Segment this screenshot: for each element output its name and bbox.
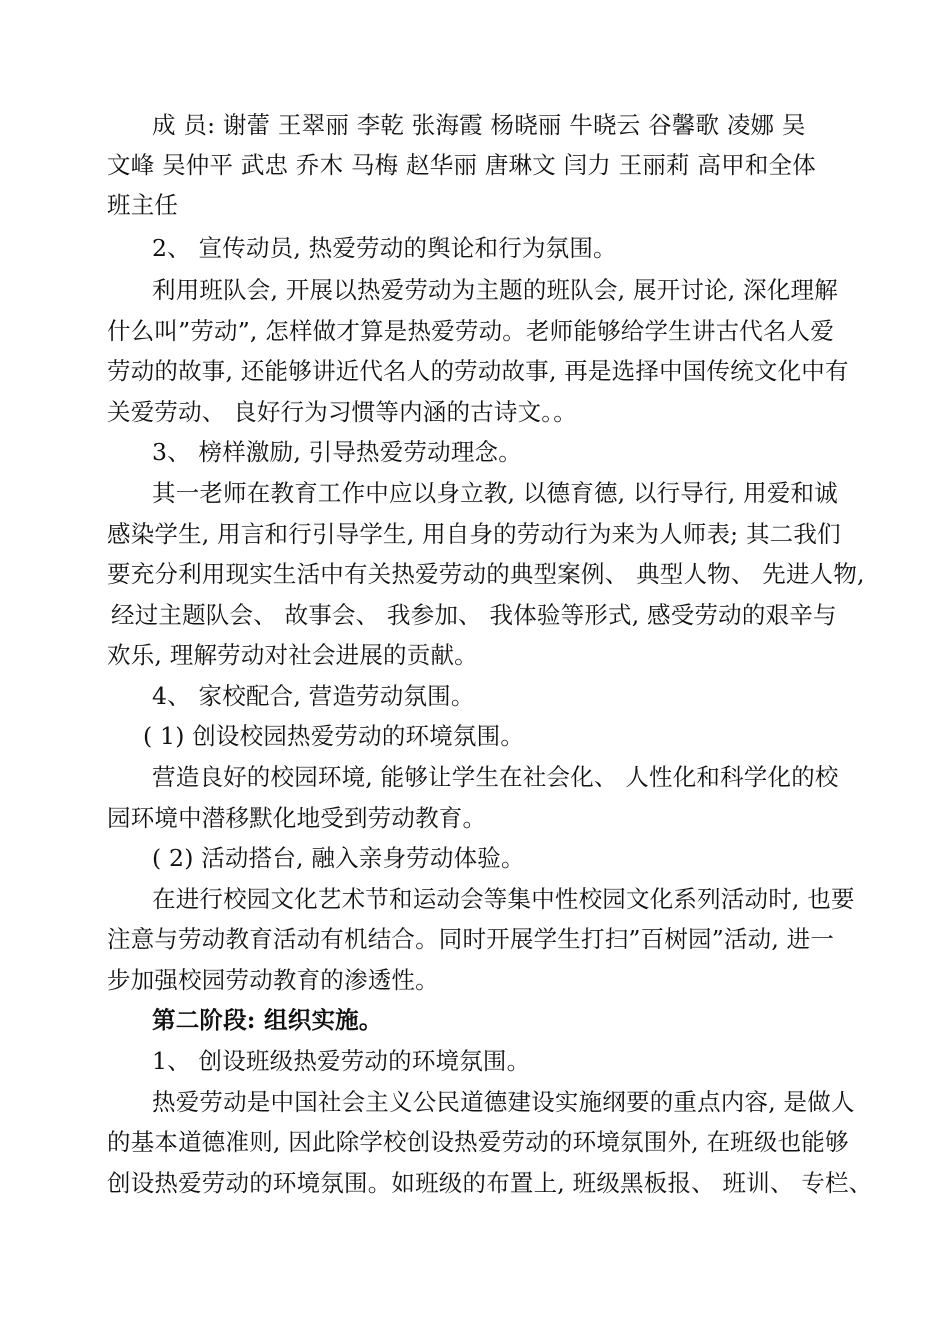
section-heading-4: 4、 家校配合, 营造劳动氛围。 — [152, 682, 475, 710]
text-line: 热爱劳动是中国社会主义公民道德建设实施纲要的重点内容, 是做人 — [152, 1088, 855, 1116]
text-line: 欢乐, 理解劳动对社会进展的贡献。 — [107, 641, 478, 669]
text-line: 其一老师在教育工作中应以身立教, 以德育德, 以行导行, 用爱和诚 — [152, 479, 838, 507]
section-heading-2: 2、 宣传动员, 热爱劳动的舆论和行为氛围。 — [152, 234, 617, 262]
text-line: 班主任 — [107, 191, 179, 219]
subsection-heading-2: ( 2) 活动搭台, 融入亲身劳动体验。 — [152, 844, 525, 872]
text-line: 文峰 吴仲平 武忠 乔木 马梅 赵华丽 唐琳文 闫力 王丽莉 高甲和全体 — [107, 151, 816, 179]
text-line: 步加强校园劳动教育的渗透性。 — [107, 966, 439, 994]
section-heading-3: 3、 榜样激励, 引导热爱劳动理念。 — [152, 438, 522, 466]
text-line: 注意与劳动教育活动有机结合。同时开展学生打扫”百树园”活动, 进一 — [107, 925, 835, 953]
text-line: 利用班队会, 开展以热爱劳动为主题的班队会, 展开讨论, 深化理解 — [152, 276, 838, 304]
stage-heading: 第二阶段: 组织实施。 — [152, 1006, 383, 1034]
text-line: 创设热爱劳动的环境氛围。如班级的布置上, 班级黑板报、 班训、 专栏、 — [107, 1169, 873, 1197]
text-line: 劳动的故事, 还能够讲近代名人的劳动故事, 再是选择中国传统文化中有 — [107, 357, 849, 385]
text-line: 什么叫”劳动”, 怎样做才算是热爱劳动。老师能够给学生讲古代名人爱 — [107, 317, 835, 345]
text-line-members: 成 员: 谢蕾 王翠丽 李乾 张海霞 杨晓丽 牛晓云 谷馨歌 凌娜 吴 — [152, 111, 806, 139]
text-line: 在进行校园文化艺术节和运动会等集中性校园文化系列活动时, 也要 — [152, 885, 855, 913]
text-line: 感染学生, 用言和行引导学生, 用自身的劳动行为来为人师表; 其二我们 — [107, 520, 841, 548]
text-line: 营造良好的校园环境, 能够让学生在社会化、 人性化和科学化的校 — [152, 763, 839, 791]
text-line: 的基本道德准则, 因此除学校创设热爱劳动的环境氛围外, 在班级也能够 — [107, 1128, 849, 1156]
text-line: 经过主题队会、 故事会、 我参加、 我体验等形式, 感受劳动的艰辛与 — [111, 601, 837, 629]
subsection-heading-1: ( 1) 创设校园热爱劳动的环境氛围。 — [143, 722, 525, 750]
text-line: 园环境中潜移默化地受到劳动教育。 — [107, 804, 487, 832]
text-line: 要充分利用现实生活中有关热爱劳动的典型案例、 典型人物、 先进人物, — [107, 560, 865, 588]
section-heading-1: 1、 创设班级热爱劳动的环境氛围。 — [152, 1047, 531, 1075]
text-line: 关爱劳动、 良好行为习惯等内涵的古诗文。。 — [107, 398, 577, 426]
